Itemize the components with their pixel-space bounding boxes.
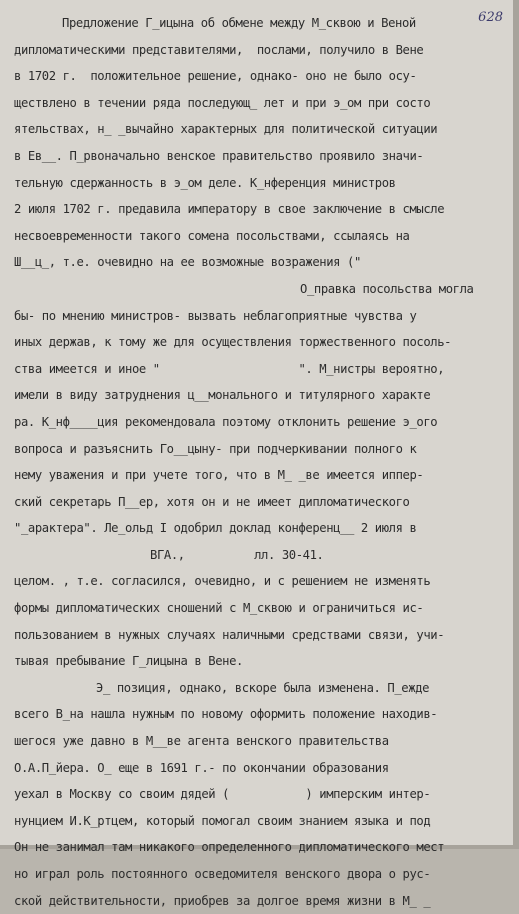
text-line: шегося уже давно в М__ве агента венского правительства bbox=[14, 734, 389, 749]
text-line: формы дипломатических сношений с М_сквою и ограничиться ис- bbox=[14, 601, 424, 616]
text-line: нему уважения и при учете того, что в М_ _ве имеется иппер- bbox=[14, 468, 424, 483]
text-line: дипломатическими представителями, послами, получило в Вене bbox=[14, 42, 424, 57]
text-line: в Ев__. П_рвоначально венское правительство проявило значи- bbox=[14, 148, 424, 163]
text-line: имели в виду затруднения ц__монального и титулярного характе bbox=[14, 388, 431, 403]
text-line: пользованием в нужных случаях наличными средствами связи, учи- bbox=[14, 627, 445, 642]
text-line: Э_ позиция, однако, вскоре была изменена. П_ежде bbox=[96, 680, 429, 695]
text-line: всего В_на нашла нужным по новому оформить положение находив- bbox=[14, 707, 438, 722]
text-line: ВГА., лл. 30-41. bbox=[150, 547, 324, 562]
text-line: в 1702 г. положительное решение, однако- оно не было осу- bbox=[14, 69, 417, 84]
text-line: целом. , т.е. согласился, очевидно, и с решением не изменять bbox=[14, 574, 431, 589]
text-line: ской действительности, приобрев за долгое время жизни в М_ _ bbox=[14, 893, 431, 908]
typed-text bbox=[0, 10, 519, 914]
text-line: О_правка посольства могла bbox=[300, 281, 474, 296]
text-line: но играл роль постоянного осведомителя венского двора о рус- bbox=[14, 867, 431, 881]
text-line: вопроса и разъяснить Го__цыну- при подчеркивании полного к bbox=[14, 441, 417, 456]
text-line: тывая пребывание Г_лицына в Вене. bbox=[14, 654, 243, 669]
text-line: Предложение Г_ицына об обмене между М_сквою и Веной bbox=[62, 16, 416, 30]
text-line: 2 июля 1702 г. предавила императору в свое заключение в смысле bbox=[14, 202, 445, 217]
page-number: 628 bbox=[478, 10, 503, 25]
text-line: несвоевременности такого сомена посольствами, ссылаясь на bbox=[14, 228, 410, 243]
text-line: Он не занимал там никакого определенного дипломатического мест bbox=[14, 840, 445, 855]
text-line: уехал в Москву со своим дядей ( ) имперским интер- bbox=[14, 787, 431, 802]
text-line: "_арактера". Ле_ольд I одобрил доклад конференц__ 2 июля в bbox=[14, 521, 417, 536]
text-line: ра. К_нф____ция рекомендовала поэтому отклонить решение э_ого bbox=[14, 414, 438, 429]
text-line: О.А.П_йера. О_ еще в 1691 г.- по окончании образования bbox=[14, 760, 389, 775]
text-line: тельную сдержанность в э_ом деле. К_нференция министров bbox=[14, 175, 396, 190]
text-line: иных держав, к тому же для осуществления торжественного посоль- bbox=[14, 335, 452, 350]
text-line: бы- по мнению министров- вызвать неблагоприятные чувства у bbox=[14, 308, 417, 323]
text-line: ства имеется и иное " ". М_нистры вероятно, bbox=[14, 361, 445, 376]
text-line: Ш__ц_, т.е. очевидно на ее возможные возражения (" bbox=[14, 255, 361, 270]
text-line: ятельствах, н_ _вычайно характерных для политической ситуации bbox=[14, 122, 438, 137]
text-line: ский секретарь П__ер, хотя он и не имеет дипломатического bbox=[14, 494, 410, 509]
text-line: ществлено в течении ряда последующ_ лет и при э_ом при состо bbox=[14, 95, 431, 110]
text-line: нунцием И.К_ртцем, который помогал своим знанием языка и под bbox=[14, 813, 431, 828]
